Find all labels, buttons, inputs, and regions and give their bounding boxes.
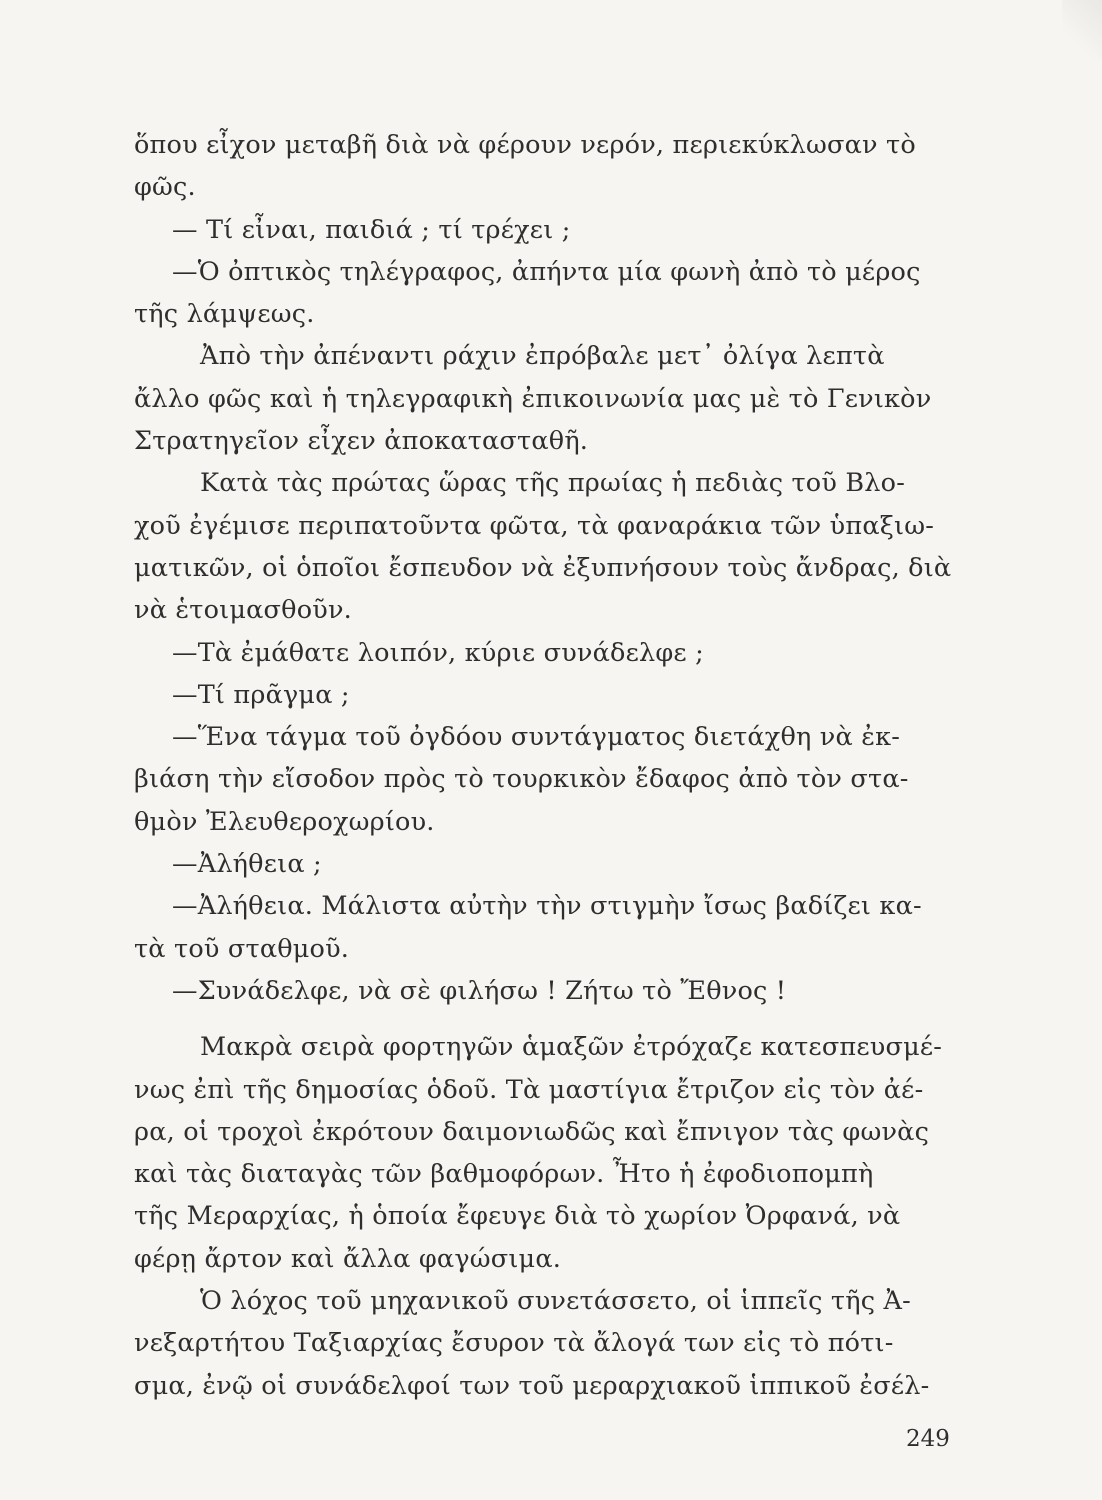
text-line: τῆς λάμψεως. (134, 299, 315, 330)
text-line: φέρῃ ἄρτον καὶ ἄλλα φαγώσιμα. (134, 1243, 562, 1274)
dialogue-line: —Ὁ ὀπτικὸς τηλέγραφος, ἀπήντα μία φωνὴ ἀπὸ τὸ μέρος (172, 256, 921, 287)
dialogue-line: —Συνάδελφε, νὰ σὲ φιλήσω ! Ζήτω τὸ Ἔθνος ! (172, 975, 787, 1006)
text-line: ἄλλο φῶς καὶ ἡ τηλεγραφικὴ ἐπικοινωνία μας μὲ τὸ Γενικὸν (134, 383, 932, 414)
text-line: φῶς. (134, 172, 196, 203)
paragraph-start: Κατὰ τὰς πρώτας ὥρας τῆς πρωίας ἡ πεδιὰς τοῦ Βλο- (200, 468, 906, 499)
page-corner-shadow (1062, 0, 1102, 60)
dialogue-line: —Ἀλήθεια ; (172, 849, 322, 880)
text-line: ρα, οἱ τροχοὶ ἐκρότουν δαιμονιωδῶς καὶ ἔπνιγον τὰς φωνὰς (134, 1116, 930, 1147)
text-line: τὰ τοῦ σταθμοῦ. (134, 933, 350, 964)
text-line: τῆς Μεραρχίας, ἡ ὁποία ἔφευγε διὰ τὸ χωρίον Ὀρφανά, νὰ (134, 1201, 901, 1232)
text-line: νὰ ἑτοιμασθοῦν. (134, 595, 352, 626)
dialogue-line: — Τί εἶναι, παιδιά ; τί τρέχει ; (172, 214, 571, 245)
text-line: χοῦ ἐγέμισε περιπατοῦντα φῶτα, τὰ φαναράκια τῶν ὑπαξιω- (134, 510, 935, 541)
text-line: ματικῶν, οἱ ὁποῖοι ἔσπευδον νὰ ἐξυπνήσουν τοὺς ἄνδρας, διὰ (134, 552, 952, 583)
paragraph-gap (134, 1012, 964, 1026)
paragraph-start: Ὁ λόχος τοῦ μηχανικοῦ συνετάσσετο, οἱ ἱππεῖς τῆς Ἀ- (200, 1286, 911, 1317)
text-line: νεξαρτήτου Ταξιαρχίας ἔσυρον τὰ ἄλογά των εἰς τὸ πότι- (134, 1328, 894, 1359)
dialogue-line: —Ἀλήθεια. Μάλιστα αὐτὴν τὴν στιγμὴν ἴσως βαδίζει κα- (172, 891, 922, 922)
paragraph-start: Μακρὰ σειρὰ φορτηγῶν ἁμαξῶν ἐτρόχαζε κατεσπευσμέ- (200, 1032, 943, 1063)
page-number: 249 (906, 1426, 950, 1452)
dialogue-line: —Τὰ ἐμάθατε λοιπόν, κύριε συνάδελφε ; (172, 637, 704, 668)
text-line: καὶ τὰς διαταγὰς τῶν βαθμοφόρων. Ἦτο ἡ ἐφοδιοπομπὴ (134, 1159, 874, 1190)
text-line: ὅπου εἶχον μεταβῆ διὰ νὰ φέρουν νερόν, περιεκύκλωσαν τὸ (134, 130, 916, 160)
dialogue-line: —Τί πρᾶγμα ; (172, 679, 350, 710)
text-line: σμα, ἐνῷ οἱ συνάδελφοί των τοῦ μεραρχιακοῦ ἱππικοῦ ἐσέλ- (134, 1370, 930, 1401)
body-text (134, 124, 964, 1407)
paragraph-start: Ἀπὸ τὴν ἀπέναντι ράχιν ἐπρόβαλε μετ᾿ ὀλίγα λεπτὰ (200, 341, 885, 372)
dialogue-line: —Ἕνα τάγμα τοῦ ὀγδόου συντάγματος διετάχθη νὰ ἐκ- (172, 722, 901, 753)
text-line: νως ἐπὶ τῆς δημοσίας ὁδοῦ. Τὰ μαστίγια ἔτριζον εἰς τὸν ἀέ- (134, 1074, 924, 1105)
text-line: θμὸν Ἐλευθεροχωρίου. (134, 806, 435, 837)
text-line: βιάση τὴν εἴσοδον πρὸς τὸ τουρκικὸν ἔδαφος ἀπὸ τὸν στα- (134, 764, 909, 795)
text-line: Στρατηγεῖον εἶχεν ἀποκατασταθῆ. (134, 426, 589, 457)
